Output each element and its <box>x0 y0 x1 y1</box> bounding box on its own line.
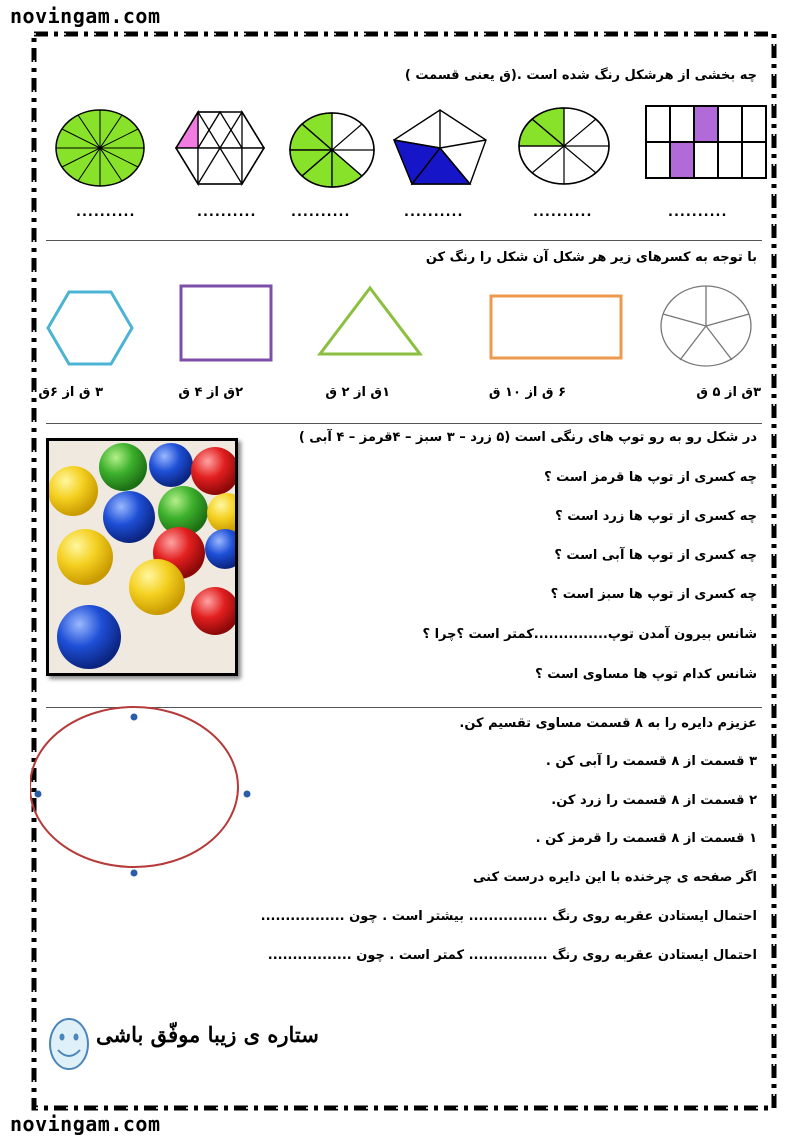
section2-title: با توجه به کسرهای زیر هر شکل آن شکل را رنگ کن <box>425 250 757 265</box>
divider <box>46 240 762 241</box>
answer-blank-2[interactable]: .......... <box>197 205 257 220</box>
answer-blank-4[interactable]: .......... <box>404 205 464 220</box>
answer-blank-3[interactable]: .......... <box>291 205 351 220</box>
watermark-bottom: novingam.com <box>10 1112 161 1136</box>
instruction-yellow: ۲ قسمت از ۸ قسمت را زرد کن. <box>551 793 757 808</box>
answer-blank-5[interactable]: .......... <box>533 205 593 220</box>
question-yellow: چه کسری از توپ ها زرد است ؟ <box>555 509 757 524</box>
question-green: چه کسری از توپ ها سبز است ؟ <box>550 587 757 602</box>
circle-eighths-shape <box>290 113 374 187</box>
section1-title: چه بخشی از هرشکل رنگ شده است .(ق یعنی قسمت ) <box>404 68 757 83</box>
section2-shapes <box>0 270 811 380</box>
rectangle-shape <box>491 296 621 358</box>
divider <box>46 423 762 424</box>
square-shape <box>181 286 271 360</box>
question-chance-equal: شانس کدام توپ ها مساوی است ؟ <box>535 667 757 682</box>
grid-tenths-shape <box>646 106 766 178</box>
answer-blank-6[interactable]: .......... <box>668 205 728 220</box>
fraction-label-5: ۳ ق از ۶ق <box>38 385 103 400</box>
instruction-blue: ۳ قسمت از ۸ قسمت را آبی کن . <box>545 754 757 769</box>
hexagon-shape <box>48 292 132 364</box>
fraction-label-1: ۳ق از ۵ ق <box>696 385 761 400</box>
section3-title: در شکل رو به رو توپ های رنگی است (۵ زرد – ۳ سبز – ۴قرمز – ۴ آبی ) <box>298 430 757 445</box>
instruction-divide: عزیزم دایره را به ۸ قسمت مساوی تقسیم کن. <box>459 716 757 731</box>
section1-shapes <box>0 0 811 240</box>
spinner-prompt: اگر صفحه ی چرخنده با این دایره درست کنی <box>472 870 757 885</box>
circle-twelfths-shape <box>56 110 144 186</box>
pentagon-fifths-shape <box>394 110 486 184</box>
probability-more: احتمال ایستادن عقربه روی رنگ ................ بیشتر است . چون ................. <box>260 909 757 924</box>
encouragement-message: ستاره ی زیبا موفّق باشی <box>96 1022 319 1047</box>
question-chance-less: شانس بیرون آمدن توپ...............کمتر است ؟چرا ؟ <box>422 627 757 642</box>
smiley-icon <box>47 1016 91 1072</box>
answer-blank-1[interactable]: .......... <box>76 205 136 220</box>
balls-photo <box>46 438 238 676</box>
hexagon-sixths-shape <box>176 112 264 184</box>
circle-fifths-shape <box>661 286 751 366</box>
watermark-top: novingam.com <box>10 4 161 28</box>
question-blue: چه کسری از توپ ها آبی است ؟ <box>554 548 757 563</box>
fraction-label-4: ۲ق از ۴ ق <box>178 385 243 400</box>
probability-less: احتمال ایستادن عقربه روی رنگ ................ کمتر است . چون ................. <box>267 948 757 963</box>
triangle-shape <box>320 288 420 354</box>
circle-eighths-one-shape <box>519 108 609 184</box>
fraction-label-2: ۶ ق از ۱۰ ق <box>488 385 566 400</box>
question-red: چه کسری از توپ ها قرمز است ؟ <box>544 470 757 485</box>
fraction-label-3: ۱ق از ۲ ق <box>325 385 390 400</box>
circle-to-divide[interactable] <box>30 706 260 886</box>
instruction-red: ۱ قسمت از ۸ قسمت را قرمز کن . <box>535 831 757 846</box>
